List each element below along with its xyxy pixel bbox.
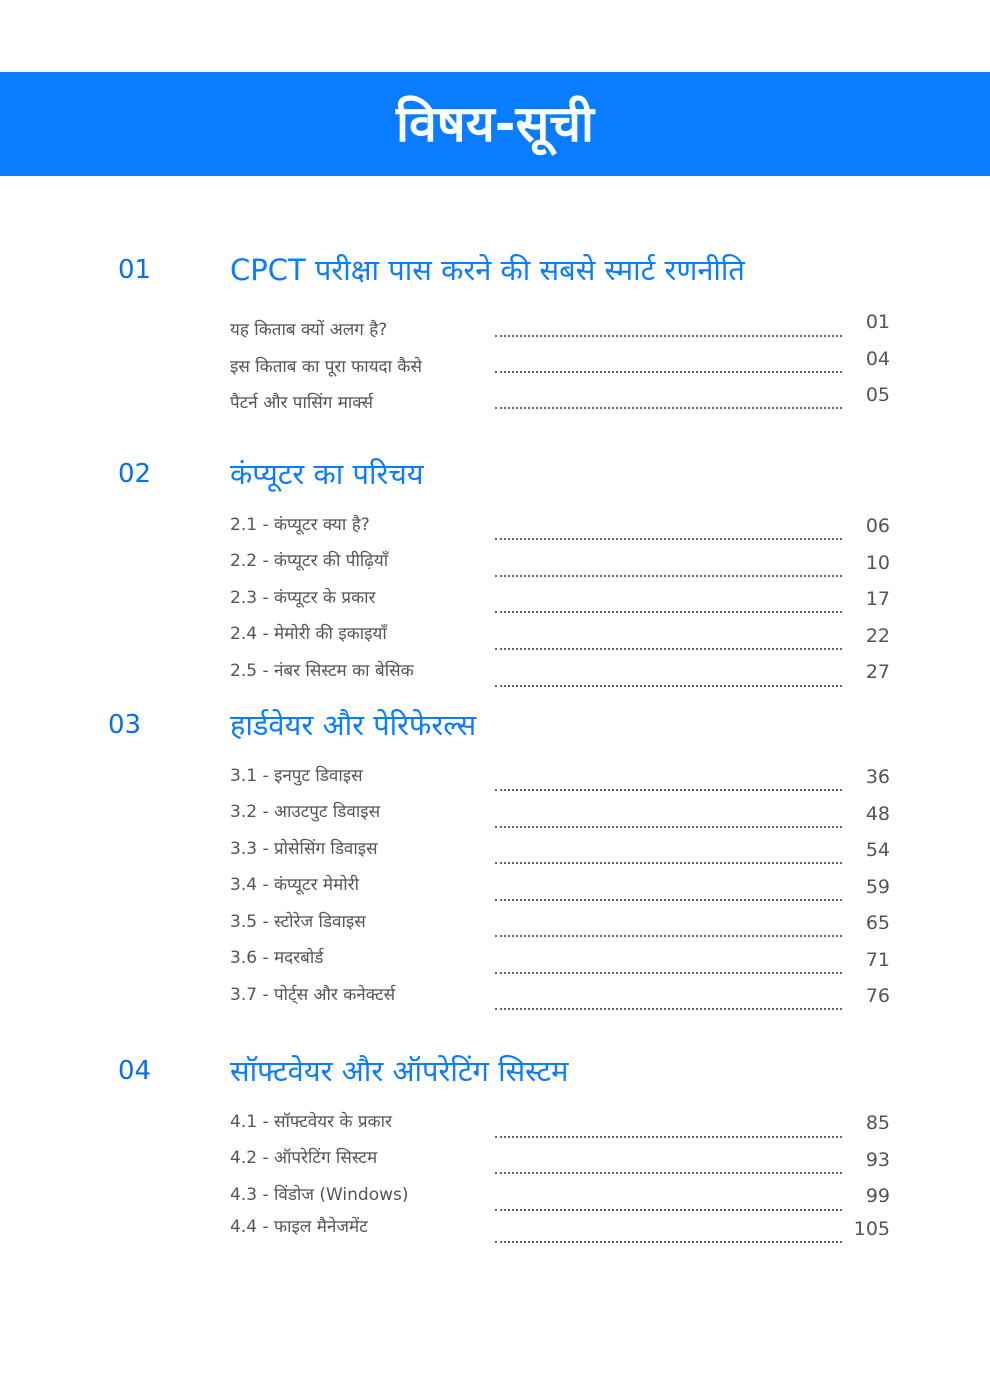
section-number: 03 xyxy=(108,710,142,740)
toc-entry-label[interactable]: यह किताब क्यों अलग है? xyxy=(230,320,388,340)
toc-entry-label[interactable]: 2.5 - नंबर सिस्टम का बेसिक xyxy=(230,661,414,681)
dot-leader xyxy=(495,899,842,901)
toc-entry-page: 85 xyxy=(865,1112,890,1134)
dot-leader xyxy=(495,611,842,613)
dot-leader xyxy=(495,935,842,937)
toc-entry-label[interactable]: पैटर्न और पासिंग मार्क्स xyxy=(230,393,373,413)
toc-entry-label[interactable]: 3.4 - कंप्यूटर मेमोरी xyxy=(230,875,360,895)
dot-leader xyxy=(495,335,842,337)
dot-leader xyxy=(495,826,842,828)
toc-entry-label[interactable]: इस किताब का पूरा फायदा कैसे xyxy=(230,357,422,377)
toc-entry-page: 06 xyxy=(865,515,890,537)
toc-entry-label[interactable]: 2.3 - कंप्यूटर के प्रकार xyxy=(230,588,376,608)
toc-entry-page: 65 xyxy=(865,912,890,934)
toc-entry-label[interactable]: 2.1 - कंप्यूटर क्या है? xyxy=(230,515,370,535)
section-number: 01 xyxy=(118,255,152,285)
dot-leader xyxy=(495,538,842,540)
section-number: 02 xyxy=(118,459,152,489)
toc-entry-page: 22 xyxy=(865,625,890,647)
dot-leader xyxy=(495,1136,842,1138)
section-title[interactable]: कंप्यूटर का परिचय xyxy=(230,457,424,491)
toc-entry-label[interactable]: 3.7 - पोर्ट्स और कनेक्टर्स xyxy=(230,985,396,1005)
toc-entry-label[interactable]: 2.2 - कंप्यूटर की पीढ़ियाँ xyxy=(230,551,389,571)
toc-entry-page: 99 xyxy=(865,1185,890,1207)
dot-leader xyxy=(495,1241,842,1243)
toc-entry-label[interactable]: 4.4 - फाइल मैनेजमेंट xyxy=(230,1217,368,1237)
section-number: 04 xyxy=(118,1056,152,1086)
section-title[interactable]: CPCT परीक्षा पास करने की सबसे स्मार्ट रणनीति xyxy=(230,253,745,287)
toc-entry-page: 17 xyxy=(865,588,890,610)
header-band xyxy=(0,72,990,176)
toc-entry-label[interactable]: 4.1 - सॉफ्टवेयर के प्रकार xyxy=(230,1112,392,1132)
section-title[interactable]: हार्डवेयर और पेरिफेरल्स xyxy=(230,708,477,742)
toc-entry-page: 01 xyxy=(865,311,890,333)
toc-entry-label[interactable]: 4.3 - विंडोज (Windows) xyxy=(230,1185,409,1205)
dot-leader xyxy=(495,1008,842,1010)
toc-entry-label[interactable]: 3.2 - आउटपुट डिवाइस xyxy=(230,802,381,822)
toc-entry-page: 10 xyxy=(865,552,890,574)
dot-leader xyxy=(495,789,842,791)
toc-entry-label[interactable]: 3.1 - इनपुट डिवाइस xyxy=(230,766,363,786)
toc-entry-page: 36 xyxy=(865,766,890,788)
dot-leader xyxy=(495,1172,842,1174)
section-title[interactable]: सॉफ्टवेयर और ऑपरेटिंग सिस्टम xyxy=(230,1054,569,1088)
dot-leader xyxy=(495,972,842,974)
toc-entry-page: 76 xyxy=(865,985,890,1007)
dot-leader xyxy=(495,648,842,650)
toc-entry-page: 27 xyxy=(865,661,890,683)
dot-leader xyxy=(495,862,842,864)
dot-leader xyxy=(495,407,842,409)
dot-leader xyxy=(495,575,842,577)
toc-entry-label[interactable]: 2.4 - मेमोरी की इकाइयाँ xyxy=(230,624,387,644)
toc-entry-page: 54 xyxy=(865,839,890,861)
dot-leader xyxy=(495,1209,842,1211)
toc-entry-page: 05 xyxy=(865,384,890,406)
page-title: विषय-सूची xyxy=(396,95,594,153)
toc-entry-page: 105 xyxy=(853,1218,890,1240)
toc-entry-label[interactable]: 3.5 - स्टोरेज डिवाइस xyxy=(230,912,366,932)
toc-entry-label[interactable]: 3.3 - प्रोसेसिंग डिवाइस xyxy=(230,839,378,859)
toc-entry-label[interactable]: 3.6 - मदरबोर्ड xyxy=(230,948,324,968)
toc-entry-page: 48 xyxy=(865,803,890,825)
toc-entry-label[interactable]: 4.2 - ऑपरेटिंग सिस्टम xyxy=(230,1148,378,1168)
toc-entry-page: 71 xyxy=(865,949,890,971)
dot-leader xyxy=(495,371,842,373)
toc-entry-page: 04 xyxy=(865,348,890,370)
toc-entry-page: 59 xyxy=(865,876,890,898)
dot-leader xyxy=(495,685,842,687)
toc-entry-page: 93 xyxy=(865,1149,890,1171)
